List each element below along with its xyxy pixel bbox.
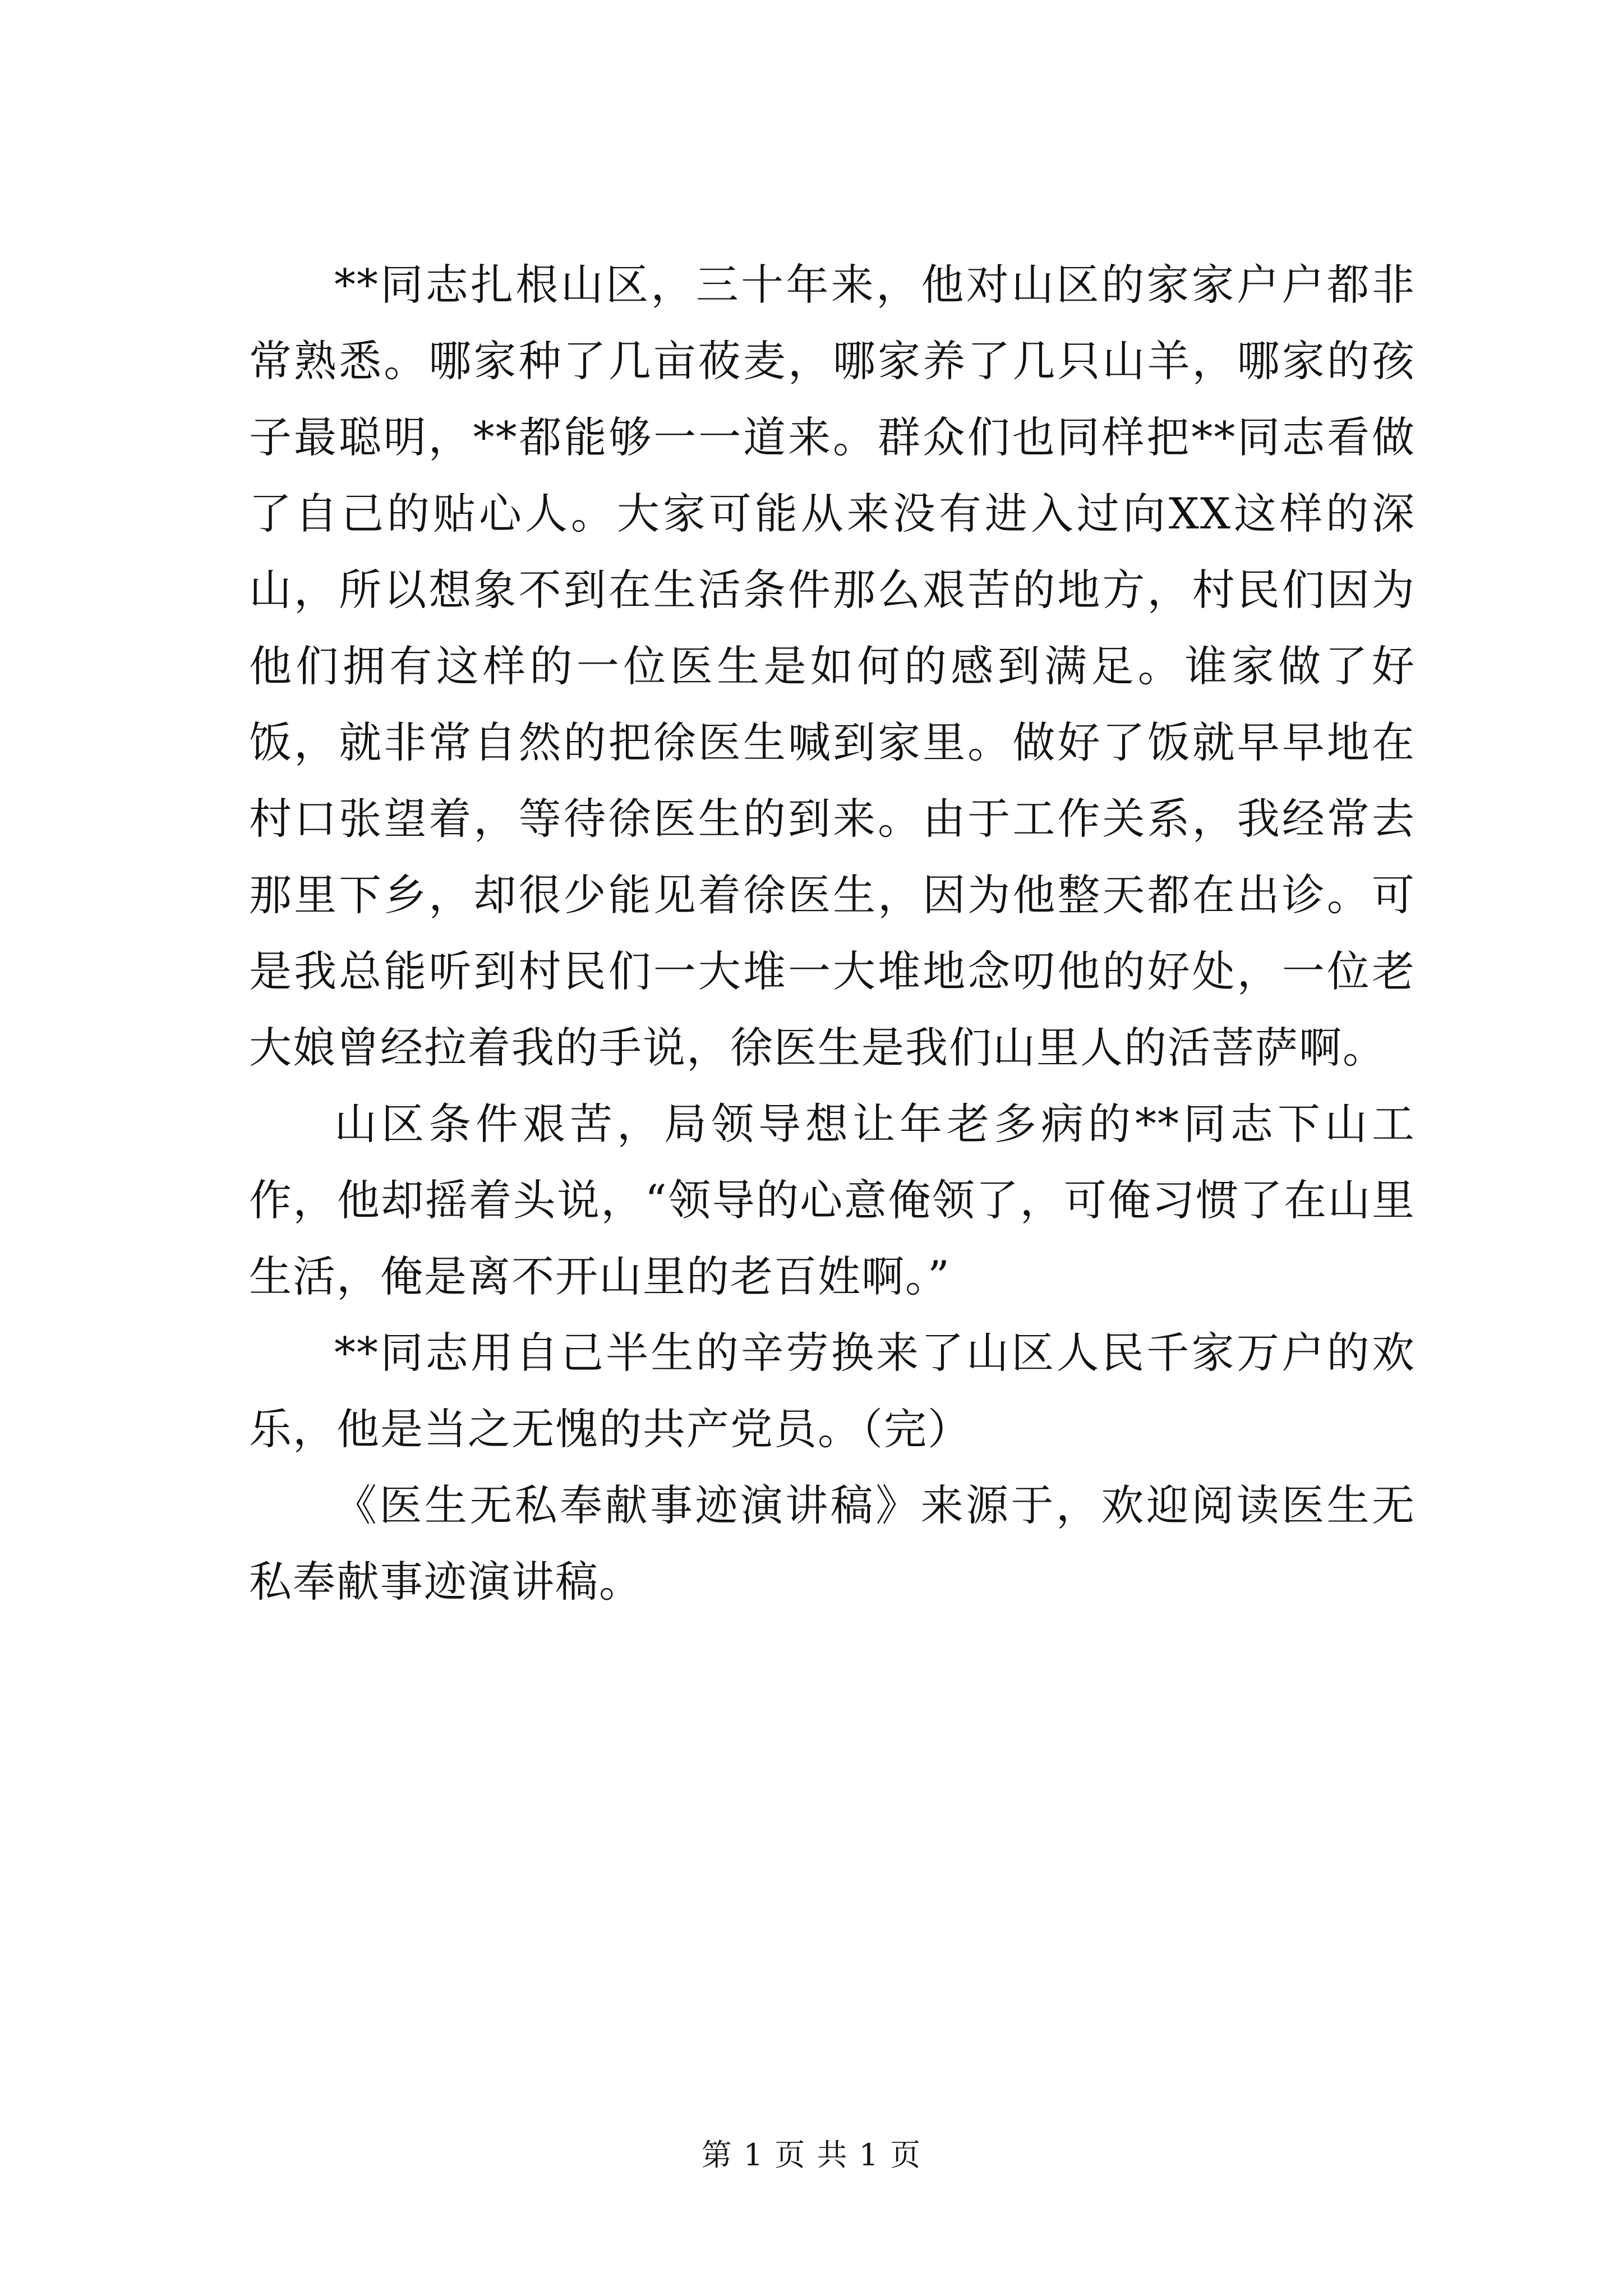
paragraph-2: 山区条件艰苦，局领导想让年老多病的**同志下山工作，他却摇着头说，“领导的心意俺领了，可俺习惯了在山里生活，俺是离不开山里的老百姓啊。” [249,1099,1415,1301]
paragraph-4: 《医生无私奉献事迹演讲稿》来源于，欢迎阅读医生无私奉献事迹演讲稿。 [249,1480,1415,1607]
paragraph-1: **同志扎根山区，三十年来，他对山区的家家户户都非常熟悉。哪家种了几亩莜麦，哪家养了几只山羊，哪家的孩子最聪明，**都能够一一道来。群众们也同样把**同志看做了自己的贴心人。大家可能从来没有进入过向XX这样的深山，所以想象不到在生活条件那么艰苦的地方，村民们因为他们拥有这样的一位医生是如何的感到满足。谁家做了好饭，就非常自然的把徐医生喊到家里。做好了饭就早早地在村口张望着，等待徐医生的到来。由于工作关系，我经常去那里下乡，却很少能见着徐医生，因为他整天都在出诊。可是我总能听到村民们一大堆一大堆地念叨他的好处，一位老大娘曾经拉着我的手说，徐医生是我们山里人的活菩萨啊。 [249,260,1415,1073]
page-footer: 第 1 页 共 1 页 [701,2137,922,2173]
paragraph-3: **同志用自己半生的辛劳换来了山区人民千家万户的欢乐，他是当之无愧的共产党员。（完） [249,1328,1415,1454]
document-body [249,247,1415,1620]
